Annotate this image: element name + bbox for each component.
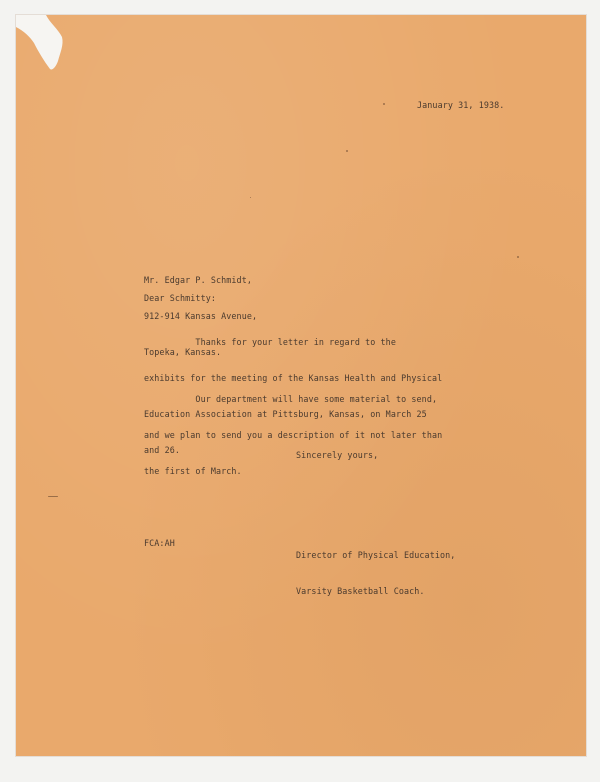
letter-date: January 31, 1938. bbox=[417, 100, 505, 110]
paper-speck bbox=[517, 256, 519, 258]
signature-title: Director of Physical Education, bbox=[296, 550, 456, 560]
torn-corner bbox=[16, 15, 64, 71]
paragraph-line: Thanks for your letter in regard to the bbox=[144, 337, 396, 347]
paper-speck bbox=[250, 197, 251, 198]
closing: Sincerely yours, bbox=[296, 450, 379, 460]
address-line: 912-914 Kansas Avenue, bbox=[144, 311, 258, 321]
paragraph-line: and we plan to send you a description of it not later than bbox=[144, 430, 443, 440]
body-paragraph-2 bbox=[144, 369, 442, 501]
signature-block bbox=[296, 525, 455, 621]
reference-initials: FCA:AH bbox=[144, 538, 175, 548]
paragraph-line: exhibits for the meeting of the Kansas Health and Physical bbox=[144, 373, 443, 383]
paragraph-line: Our department will have some material to send, bbox=[144, 394, 438, 404]
signature-title: Varsity Basketball Coach. bbox=[296, 586, 425, 596]
paper-speck bbox=[383, 103, 385, 105]
paragraph-line: the first of March. bbox=[144, 466, 242, 476]
salutation: Dear Schmitty: bbox=[144, 293, 216, 303]
paper-speck bbox=[48, 496, 58, 497]
paper-speck bbox=[346, 150, 348, 152]
paragraph-line: and 26. bbox=[144, 445, 180, 455]
paragraph-line: Education Association at Pittsburg, Kansas, on March 25 bbox=[144, 409, 427, 419]
address-line: Topeka, Kansas. bbox=[144, 347, 222, 357]
address-line: Mr. Edgar P. Schmidt, bbox=[144, 275, 252, 285]
